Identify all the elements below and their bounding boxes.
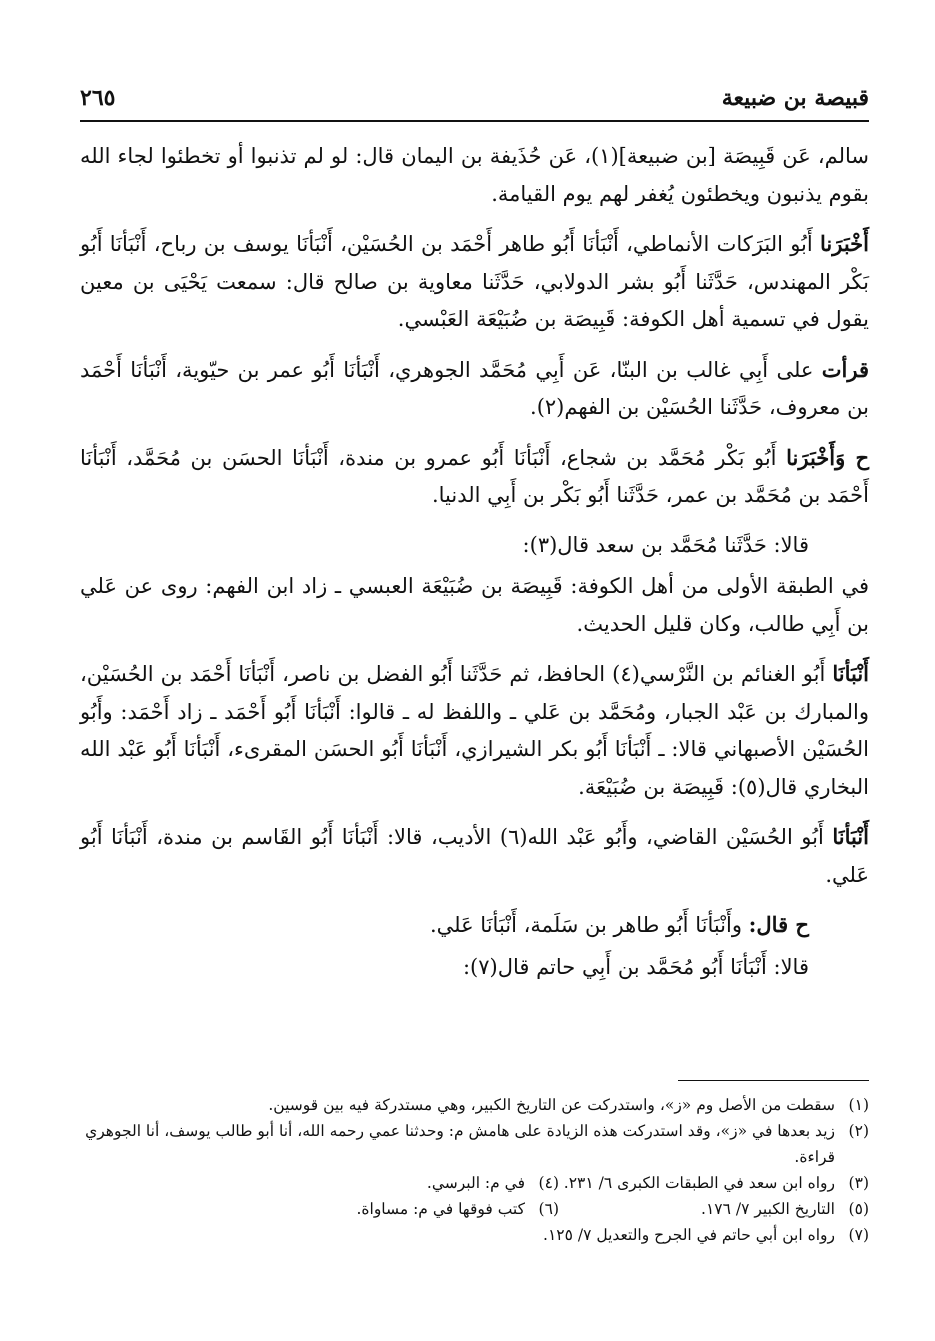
- paragraph-lead: ح وَأَخْبَرَنا: [786, 444, 870, 470]
- paragraph-lead: أَخْبَرَنا: [820, 231, 869, 256]
- footnote-text: سقطت من الأصل وم «ز»، واستدركت عن التاريخ الكبير، وهي مستدركة فيه بين قوسين.: [268, 1096, 835, 1114]
- paragraph-lead: ح قال:: [748, 912, 809, 937]
- paragraph-text: وأَنْبَأنَا أَبُو طاهر بن سَلَمة، أَنْبَأنَا عَلي.: [429, 913, 749, 937]
- paragraph: [80, 655, 869, 806]
- footnote: [559, 1170, 869, 1196]
- paragraph-lead: أَنْبَأنَا: [832, 824, 869, 849]
- paragraph: [80, 138, 869, 213]
- paragraph: [80, 949, 869, 987]
- paragraph-text: قالا: حَدَّثَنا مُحَمَّد بن سعد قال(٣):: [522, 532, 809, 557]
- footnote-number: (٦): [538, 1200, 559, 1218]
- page-number: ٢٦٥: [80, 85, 116, 111]
- paragraph-text: أَبُو الحُسَيْن القاضي، وأَبُو عَبْد الله(٦) الأديب، قالا: أَنْبَأنَا أَبُو القَاسم بن مندة، أَنْبَأنَا أَبُو عَلي.: [80, 825, 869, 887]
- paragraph: [80, 818, 869, 894]
- paragraph-lead: قرأت: [821, 356, 869, 382]
- footnote: [80, 1118, 869, 1170]
- paragraph: [80, 225, 869, 339]
- page-header: [80, 78, 869, 118]
- footnote-number: (٢): [848, 1122, 869, 1140]
- footnote-text: رواه ابن سعد في الطبقات الكبرى ٦/ ٢٣١.: [563, 1174, 835, 1192]
- footnote-text: التاريخ الكبير ٧/ ١٧٦.: [701, 1200, 835, 1218]
- paragraph-text: في الطبقة الأولى من أهل الكوفة: قَبِيصَة بن ضُبَيْعَة العبسي ـ زاد ابن الفهم: روى عن عَلي بن أَبِي طالب، وكان قليل الحديث.: [80, 574, 869, 636]
- running-title: قبيصة بن ضبيعة: [721, 85, 869, 111]
- paragraph-text: أَبُو بَكْر مُحَمَّد بن شجاع، أَنْبَأنَا أَبُو عمرو بن مندة، أَنْبَأنَا الحسَن بن مُحَمَّد، أَنْبَأنَا أَحْمَد بن مُحَمَّد بن عمر، حَدَّثَنا أَبُو بَكْر بن أَبِي الدنيا.: [80, 445, 869, 507]
- paragraph: [80, 906, 869, 945]
- paragraph: [80, 351, 869, 427]
- paragraph-text: قالا: أَنْبَأنَا أَبُو مُحَمَّد بن أَبِي حاتم قال(٧):: [462, 954, 809, 979]
- paragraph: [80, 439, 869, 515]
- paragraph-lead: أَنْبَأنَا: [832, 661, 870, 686]
- main-text: [80, 138, 869, 990]
- footnote-number: (٥): [848, 1200, 869, 1218]
- paragraph-text: أَبُو الغنائم بن النَّرْسي(٤) الحافظ، ثم حَدَّثَنا أَبُو الفضل بن ناصر، أَنْبَأنَا أَحْمَد بن الحُسَيْن، والمبارك بن عَبْد الجبار، ومُحَمَّد بن عَلي ـ واللفظ له ـ قالوا: أَنْبَأنَا أَبُو أَحْمَد ـ زاد أَحْمَد: وأَبُو الحُسَيْن الأصبهاني قالا: ـ أَنْبَأنَا أَبُو بكر الشيرازي، أَنْبَأنَا أَبُو الحسَن المقرىء، أَنْبَأنَا أَبُو عَبْد الله البخاري قال(٥): قَبِيصَة بن ضُبَيْعَة.: [80, 662, 869, 799]
- footnote-text: في م: البرسي.: [426, 1174, 525, 1192]
- footnote-number: (٣): [848, 1174, 869, 1192]
- footnote-row: [80, 1170, 869, 1196]
- header-rule: [80, 120, 869, 122]
- paragraph-text: على أَبِي غالب بن البنّا، عَن أَبِي مُحَمَّد الجوهري، أَنْبَأنَا أَبُو عمر بن حيّوية، أَنْبَأنَا أَحْمَد بن معروف، حَدَّثَنا الحُسَيْن بن الفهم(٢).: [80, 357, 869, 419]
- paragraph: [80, 568, 869, 643]
- footnote: [80, 1092, 869, 1118]
- footnote-text: كتب فوقها في م: مساواة.: [356, 1200, 525, 1218]
- paragraph-text: أَبُو البَرَكات الأنماطي، أَنْبَأنَا أَبُو طاهر أَحْمَد بن الحُسَيْن، أَنْبَأنَا يوسف بن رباح، أَنْبَأنَا أَبُو بَكْر المهندس، حَدَّثَنا أَبُو بشر الدولابي، حَدَّثَنا معاوية بن صالح قال: سمعت يَحْيَى بن معين يقول في تسمية أهل الكوفة: قَبِيصَة بن ضُبَيْعَة العَبْسي.: [80, 232, 869, 331]
- footnote: [356, 1196, 559, 1222]
- footnote: [559, 1196, 869, 1222]
- footnotes: [80, 1092, 869, 1248]
- footnote-number: (٤): [538, 1174, 559, 1192]
- paragraph: [80, 527, 869, 565]
- footnote-number: (١): [848, 1096, 869, 1114]
- footnote-number: (٧): [848, 1226, 869, 1244]
- footnote-rule: [678, 1080, 869, 1081]
- footnote-row: [80, 1196, 869, 1222]
- footnote: [427, 1170, 559, 1196]
- paragraph-text: سالم، عَن قَبِيصَة [بن ضبيعة](١)، عَن حُذَيفة بن اليمان قال: لو لم تذنبوا أو تخطئوا لجاء الله بقوم يذنبون ويخطئون يُغفر لهم يوم القيامة.: [80, 144, 869, 206]
- footnote: [80, 1222, 869, 1248]
- footnote-text: رواه ابن أبي حاتم في الجرح والتعديل ٧/ ١٢٥.: [543, 1226, 835, 1244]
- footnote-text: زيد بعدها في «ز»، وقد استدركت هذه الزيادة على هامش م: وحدثنا عمي رحمه الله، أنا أبو طالب يوسف، أنا الجوهري قراءة.: [85, 1122, 835, 1166]
